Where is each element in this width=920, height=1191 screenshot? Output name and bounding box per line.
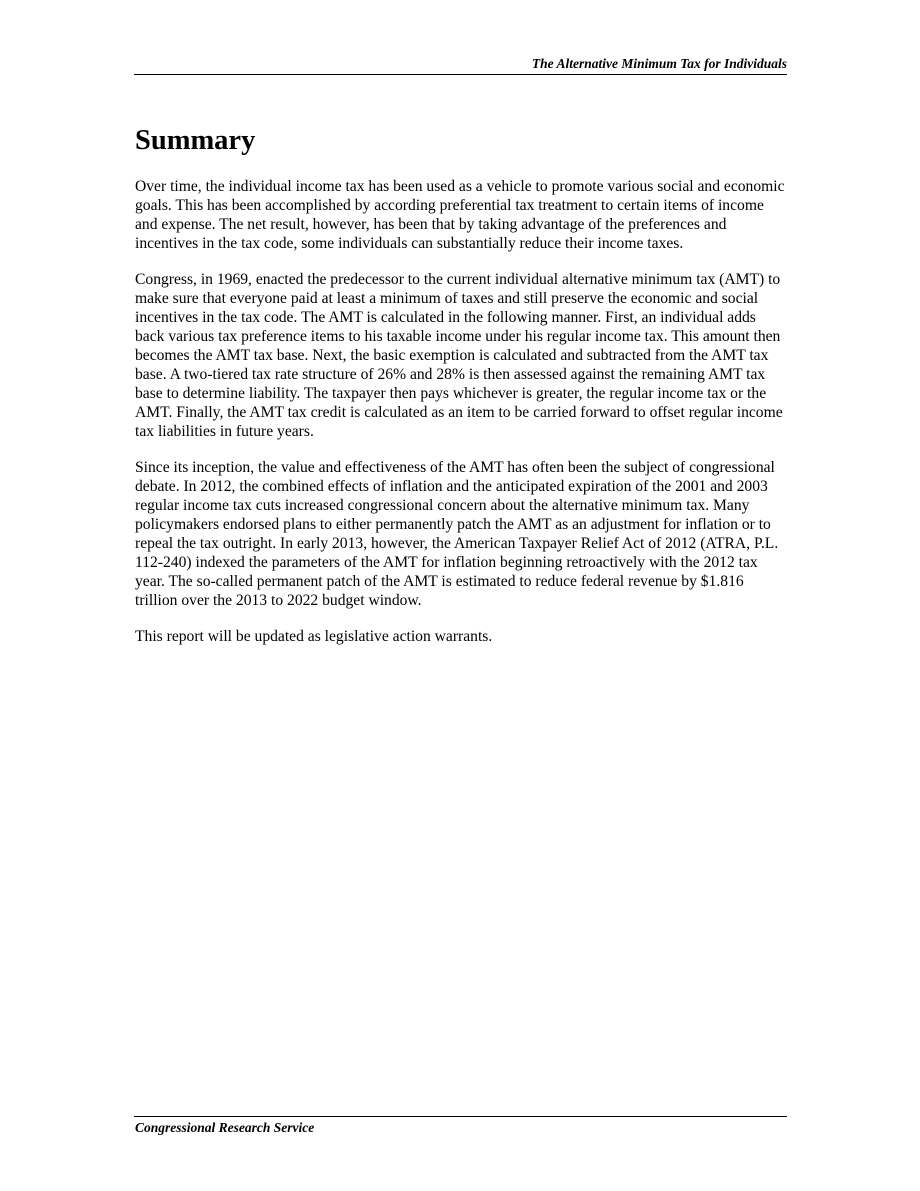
summary-paragraph-1: Over time, the individual income tax has been used as a vehicle to promote various social and economic goals. This has been accomplished by according preferential tax treatment to certain items of income and expense. The net result, however, has been that by taking advantage of the preferences and incentives in the tax code, some individuals can substantially reduce their income taxes. (135, 178, 785, 252)
page-title: Summary (135, 125, 256, 156)
summary-paragraph-2: Congress, in 1969, enacted the predecessor to the current individual alternative minimum tax (AMT) to make sure that everyone paid at least a minimum of taxes and still preserve the economic and social incentives in the tax code. The AMT is calculated in the following manner. First, an individual adds back various tax preference items to his taxable income under his regular income tax. This amount then becomes the AMT tax base. Next, the basic exemption is calculated and subtracted from the AMT tax base. A two-tiered tax rate structure of 26% and 28% is then assessed against the remaining AMT tax base to determine liability. The taxpayer then pays whichever is greater, the regular income tax or the AMT. Finally, the AMT tax credit is calculated as an item to be carried forward to offset regular income tax liabilities in future years. (135, 271, 783, 440)
running-footer-organization: Congressional Research Service (135, 1120, 315, 1135)
summary-body (135, 177, 787, 663)
summary-paragraph-3: Since its inception, the value and effectiveness of the AMT has often been the subject of congressional debate. In 2012, the combined effects of inflation and the anticipated expiration of the 2001 and 2003 regular income tax cuts increased congressional concern about the alternative minimum tax. Many policymakers endorsed plans to either permanently patch the AMT as an adjustment for inflation or to repeal the tax outright. In early 2013, however, the American Taxpayer Relief Act of 2012 (ATRA, P.L. 112-240) indexed the parameters of the AMT for inflation beginning retroactively with the 2012 tax year. The so-called permanent patch of the AMT is estimated to reduce federal revenue by $1.816 trillion over the 2013 to 2022 budget window. (135, 459, 779, 609)
running-header-title: The Alternative Minimum Tax for Individuals (531, 56, 787, 71)
footer-divider (134, 1116, 787, 1117)
header-divider (134, 74, 787, 75)
summary-paragraph-4: This report will be updated as legislative action warrants. (135, 628, 493, 645)
